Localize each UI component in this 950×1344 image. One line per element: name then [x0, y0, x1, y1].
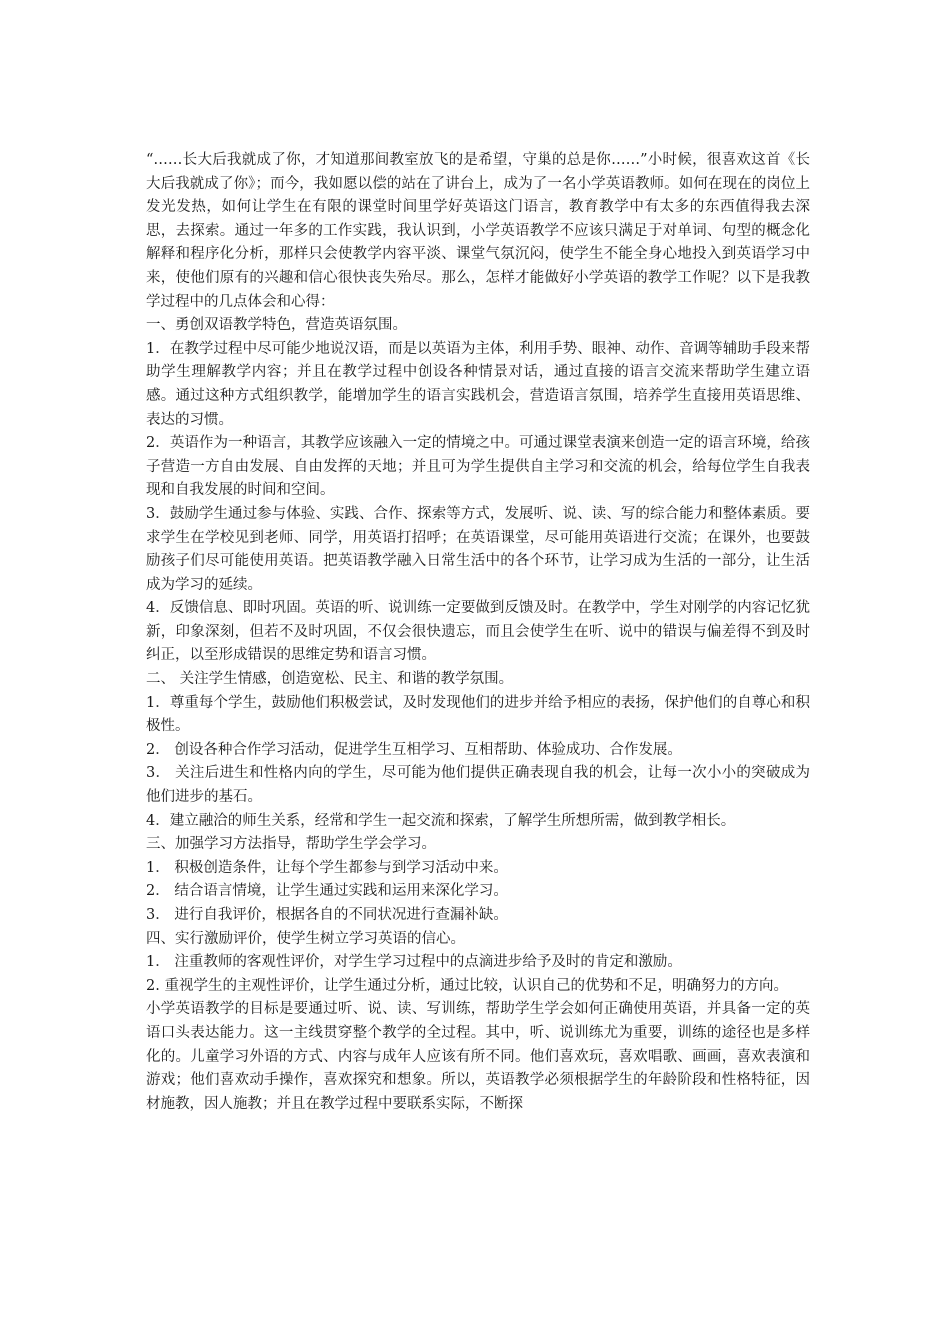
- closing-paragraph: 小学英语教学的目标是要通过听、说、读、写训练，帮助学生学会如何正确使用英语，并具备一定的英语口头表达能力。这一主线贯穿整个教学的全过程。其中，听、说训练尤为重要，训练的途径也是多样化的。儿童学习外语的方式、内容与成年人应该有所不同。他们喜欢玩，喜欢唱歌、画画，喜欢表演和游戏；他们喜欢动手操作，喜欢探究和想象。所以，英语教学必须根据学生的年龄阶段和性格特征，因材施教，因人施教；并且在教学过程中要联系实际，不断探: [146, 1001, 810, 1112]
- section-heading-1: 一、勇创双语教学特色，营造英语氛围。: [146, 317, 407, 334]
- list-item: 4．反馈信息、即时巩固。英语的听、说训练一定要做到反馈及时。在教学中，学生对刚学的内容记忆犹新，印象深刻，但若不及时巩固，不仅会很快遗忘，而且会使学生在听、说中的错误与偏差得不到及时纠正，以至形成错误的思维定势和语言习惯。: [146, 600, 810, 664]
- list-item: 2. 重视学生的主观性评价，让学生通过分析，通过比较，认识自己的优势和不足，明确努力的方向。: [146, 977, 788, 994]
- section-heading-4: 四、实行激励评价，使学生树立学习英语的信心。: [146, 930, 465, 947]
- list-item: 2． 创设各种合作学习活动，促进学生互相学习、互相帮助、体验成功、合作发展。: [146, 741, 682, 758]
- list-item: 1．在教学过程中尽可能少地说汉语，而是以英语为主体，利用手势、眼神、动作、音调等辅助手段来帮助学生理解教学内容；并且在教学过程中创设各种情景对话，通过直接的语言交流来帮助学生建立语感。通过这种方式组织教学，能增加学生的语言实践机会，营造语言氛围，培养学生直接用英语思维、表达的习惯。: [146, 340, 810, 428]
- document-body: [146, 149, 810, 1116]
- list-item: 3． 进行自我评价，根据各自的不同状况进行查漏补缺。: [146, 907, 508, 923]
- list-item: 1． 注重教师的客观性评价，对学生学习过程中的点滴进步给予及时的肯定和激励。: [146, 954, 682, 971]
- section-heading-2: 二、 关注学生情感，创造宽松、民主、和谐的教学氛围。: [146, 671, 514, 688]
- list-item: 2． 结合语言情境，让学生通过实践和运用来深化学习。: [146, 883, 508, 900]
- list-item: 4．建立融洽的师生关系，经常和学生一起交流和探索，了解学生所想所需，做到教学相长。: [146, 812, 736, 829]
- list-item: 3．鼓励学生通过参与体验、实践、合作、探索等方式，发展听、说、读、写的综合能力和整体素质。要求学生在学校见到老师、同学，用英语打招呼；在英语课堂，尽可能用英语进行交流；在课外，也要鼓励孩子们尽可能使用英语。把英语教学融入日常生活中的各个环节，让学习成为生活的一部分，让生活成为学习的延续。: [146, 505, 810, 593]
- section-heading-3: 三、加强学习方法指导，帮助学生学会学习。: [146, 836, 436, 853]
- list-item: 2．英语作为一种语言，其教学应该融入一定的情境之中。可通过课堂表演来创造一定的语言环境，给孩子营造一方自由发展、自由发挥的天地；并且可为学生提供自主学习和交流的机会，给每位学生自我表现和自我发展的时间和空间。: [146, 435, 810, 499]
- list-item: 1．尊重每个学生，鼓励他们积极尝试，及时发现他们的进步并给予相应的表扬，保护他们的自尊心和积极性。: [146, 694, 810, 735]
- intro-paragraph: “……长大后我就成了你，才知道那间教室放飞的是希望，守巢的总是你……”小时候，很喜欢这首《长大后我就成了你》；而今，我如愿以偿的站在了讲台上，成为了一名小学英语教师。如何在现在的岗位上发光发热，如何让学生在有限的课堂时间里学好英语这门语言，教育教学中有太多的东西值得我去深思，去探索。通过一年多的工作实践，我认识到，小学英语教学不应该只满足于对单词、句型的概念化解释和程序化分析，那样只会使教学内容平淡、课堂气氛沉闷，使学生不能全身心地投入到英语学习中来，使他们原有的兴趣和信心很快丧失殆尽。那么，怎样才能做好小学英语的教学工作呢？以下是我教学过程中的几点体会和心得：: [146, 152, 810, 310]
- list-item: 1． 积极创造条件，让每个学生都参与到学习活动中来。: [146, 859, 508, 876]
- list-item: 3． 关注后进生和性格内向的学生，尽可能为他们提供正确表现自我的机会，让每一次小小的突破成为他们进步的基石。: [146, 765, 810, 806]
